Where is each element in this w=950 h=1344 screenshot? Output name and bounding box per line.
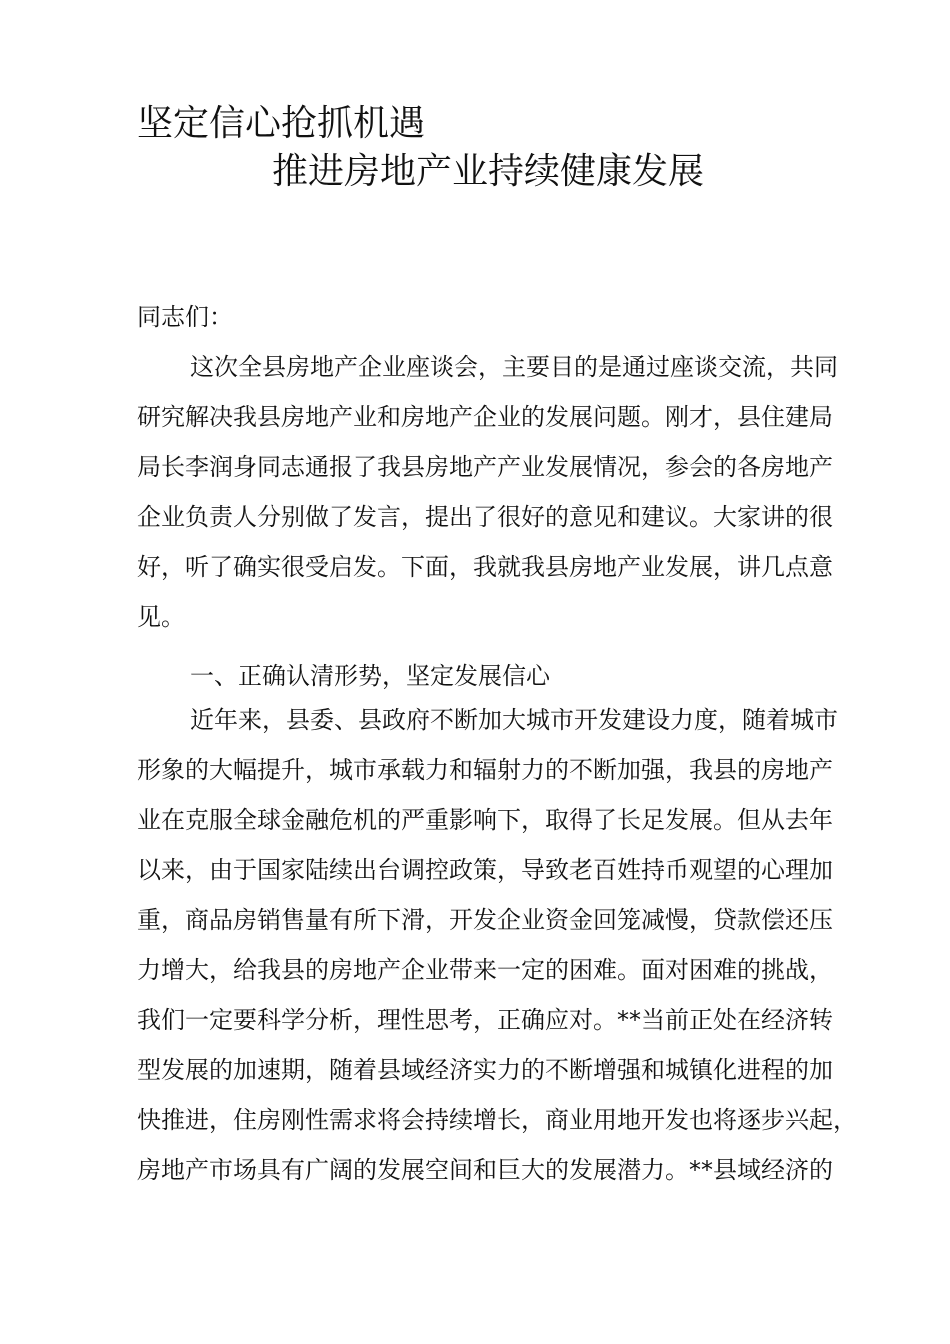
title-line-2: 推进房地产业持续健康发展 (272, 151, 705, 192)
paragraph-2-line: 我们一定要科学分析，理性思考，正确应对。**当前正处在经济转 (137, 1006, 833, 1034)
paragraph-1-line: 研究解决我县房地产业和房地产企业的发展问题。刚才，县住建局 (137, 403, 833, 431)
paragraph-1-line: 局长李润身同志通报了我县房地产产业发展情况，参会的各房地产 (137, 453, 833, 481)
paragraph-2-line: 型发展的加速期，随着县域经济实力的不断增强和城镇化进程的加 (137, 1056, 833, 1084)
paragraph-2-line: 房地产市场具有广阔的发展空间和巨大的发展潜力。**县域经济的 (137, 1156, 833, 1184)
paragraph-1-line: 这次全县房地产企业座谈会，主要目的是通过座谈交流，共同 (190, 353, 838, 381)
paragraph-2-line: 近年来，县委、县政府不断加大城市开发建设力度，随着城市 (190, 706, 838, 734)
title-line-1: 坚定信心抢抓机遇 (137, 103, 426, 144)
section-1-heading: 一、正确认清形势，坚定发展信心 (190, 662, 550, 690)
paragraph-2-line: 业在克服全球金融危机的严重影响下，取得了长足发展。但从去年 (137, 806, 833, 834)
paragraph-1-line: 见。 (137, 603, 185, 631)
paragraph-2-line: 快推进，住房刚性需求将会持续增长，商业用地开发也将逐步兴起， (137, 1106, 857, 1134)
paragraph-1-line: 企业负责人分别做了发言，提出了很好的意见和建议。大家讲的很 (137, 503, 833, 531)
salutation: 同志们： (137, 303, 233, 331)
paragraph-2-line: 形象的大幅提升，城市承载力和辐射力的不断加强，我县的房地产 (137, 756, 833, 784)
paragraph-1-line: 好，听了确实很受启发。下面，我就我县房地产业发展，讲几点意 (137, 553, 833, 581)
paragraph-2-line: 重，商品房销售量有所下滑，开发企业资金回笼减慢，贷款偿还压 (137, 906, 833, 934)
paragraph-2-line: 以来，由于国家陆续出台调控政策，导致老百姓持币观望的心理加 (137, 856, 833, 884)
paragraph-2-line: 力增大，给我县的房地产企业带来一定的困难。面对困难的挑战， (137, 956, 833, 984)
